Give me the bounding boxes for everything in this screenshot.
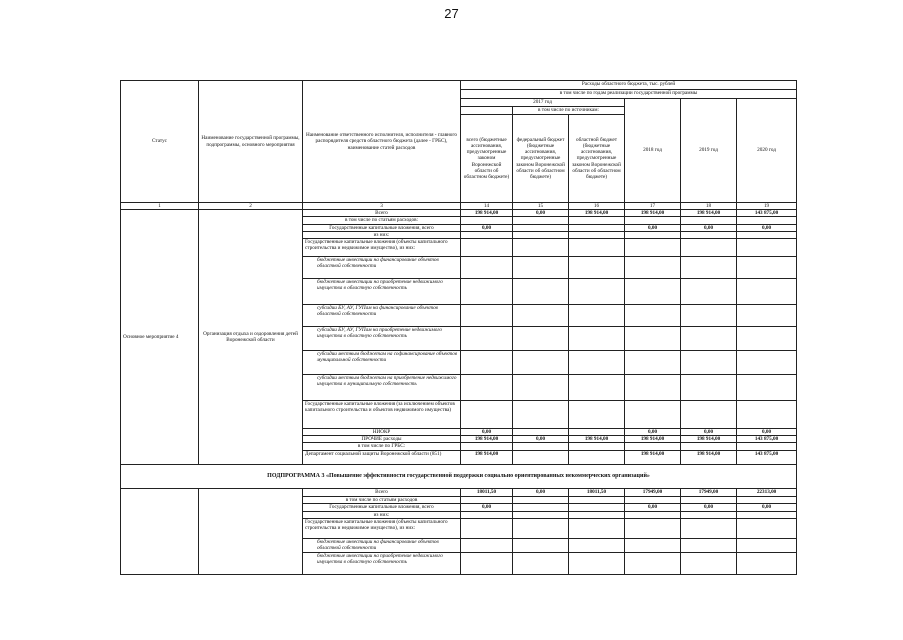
value-cell: 0,00 [681, 503, 737, 511]
value-cell [569, 539, 625, 553]
value-cell [513, 519, 569, 539]
value-cell [625, 239, 681, 257]
value-cell [461, 217, 513, 224]
value-cell: 0,00 [513, 210, 569, 217]
value-cell [681, 496, 737, 503]
row-label: субсидии БУ, АУ, ГУПам на финансирование объектов областной собственности [303, 305, 461, 327]
value-cell: 198 914,00 [625, 210, 681, 217]
value-cell [513, 257, 569, 279]
value-cell: 0,00 [681, 224, 737, 231]
value-cell [513, 401, 569, 429]
header-col-2018: 2018 год [625, 99, 681, 203]
value-cell [513, 443, 569, 450]
value-cell [569, 224, 625, 231]
value-cell: 143 875,00 [737, 210, 797, 217]
value-cell [513, 496, 569, 503]
value-cell [569, 519, 625, 539]
value-cell [461, 239, 513, 257]
value-cell [513, 217, 569, 224]
row-label: субсидии БУ, АУ, ГУПам на приобретение недвижимого имущества в областную собственность [303, 327, 461, 351]
value-cell [681, 553, 737, 575]
row-label: Всего [303, 488, 461, 496]
block-name [199, 488, 303, 574]
value-cell [625, 257, 681, 279]
header-by-years: в том числе по годам реализации государственной программы [461, 90, 797, 99]
value-cell [681, 231, 737, 238]
value-cell [461, 351, 513, 375]
colnum: 17 [625, 203, 681, 210]
value-cell [737, 496, 797, 503]
value-cell [681, 239, 737, 257]
value-cell [681, 539, 737, 553]
value-cell [513, 239, 569, 257]
value-cell [625, 351, 681, 375]
block-status [121, 488, 199, 574]
value-cell [625, 443, 681, 450]
value-cell [737, 511, 797, 518]
colnum: 15 [513, 203, 569, 210]
value-cell: 198 914,00 [681, 450, 737, 464]
value-cell [625, 279, 681, 305]
value-cell: 0,00 [737, 224, 797, 231]
value-cell [461, 231, 513, 238]
header-year-2017: 2017 год [461, 99, 625, 107]
colnum: 16 [569, 203, 625, 210]
value-cell: 18011,50 [569, 488, 625, 496]
value-cell [737, 375, 797, 401]
value-cell [625, 519, 681, 539]
block-status: Основное мероприятие 4 [121, 210, 199, 464]
value-cell [737, 257, 797, 279]
value-cell [737, 443, 797, 450]
row-label: в том числе по ГРБС: [303, 443, 461, 450]
colnum: 18 [681, 203, 737, 210]
header-col-2019: 2019 год [681, 99, 737, 203]
row-label: Департамент социальной защиты Воронежской области (851) [303, 450, 461, 464]
value-cell [513, 375, 569, 401]
value-cell [569, 511, 625, 518]
value-cell [569, 279, 625, 305]
value-cell [681, 511, 737, 518]
value-cell [681, 351, 737, 375]
subprogram-title: ПОДПРОГРАММА 3 «Повышение эффективности государственной поддержки социально ориентированных некоммерческих организаций» [121, 464, 797, 488]
value-cell: 198 914,00 [461, 450, 513, 464]
value-cell [625, 539, 681, 553]
value-cell [737, 401, 797, 429]
value-cell [461, 375, 513, 401]
value-cell: 0,00 [625, 224, 681, 231]
value-cell [737, 553, 797, 575]
value-cell: 22313,00 [737, 488, 797, 496]
header-executor: Наименование ответственного исполнителя, исполнителя - главного распорядителя средств областного бюджета (далее - ГРБС), наименование статей расходов [303, 81, 461, 203]
value-cell [569, 351, 625, 375]
header-col-regional: областной бюджет (бюджетные ассигнования, предусмотренные законом Воронежской области об областном бюджете) [569, 115, 625, 203]
value-cell [569, 450, 625, 464]
value-cell [569, 239, 625, 257]
row-label: бюджетные инвестиции на приобретение недвижимого имущества в областную собственность [303, 279, 461, 305]
row-label: из них: [303, 231, 461, 238]
value-cell: 0,00 [513, 436, 569, 443]
value-cell [737, 239, 797, 257]
value-cell: 198 914,00 [681, 436, 737, 443]
value-cell: 0,00 [681, 429, 737, 436]
value-cell [625, 217, 681, 224]
value-cell [681, 375, 737, 401]
table-row [121, 210, 797, 217]
value-cell [681, 217, 737, 224]
value-cell [569, 305, 625, 327]
value-cell [513, 553, 569, 575]
value-cell [513, 231, 569, 238]
table-row [121, 488, 797, 496]
colnum: 14 [461, 203, 513, 210]
value-cell [681, 279, 737, 305]
value-cell [461, 305, 513, 327]
value-cell [461, 519, 513, 539]
value-cell [569, 553, 625, 575]
value-cell: 17949,00 [681, 488, 737, 496]
value-cell [461, 511, 513, 518]
value-cell [681, 443, 737, 450]
colnum: 1 [121, 203, 199, 210]
value-cell [625, 375, 681, 401]
value-cell: 17949,00 [625, 488, 681, 496]
value-cell [737, 305, 797, 327]
value-cell [513, 503, 569, 511]
row-label: из них: [303, 511, 461, 518]
value-cell [569, 496, 625, 503]
row-label: бюджетные инвестиции на финансирование объектов областной собственности [303, 257, 461, 279]
row-label: ПРОЧИЕ расходы [303, 436, 461, 443]
value-cell [569, 401, 625, 429]
value-cell [461, 279, 513, 305]
value-cell [681, 305, 737, 327]
row-label: Государственные капитальные вложения, всего [303, 503, 461, 511]
value-cell: 0,00 [461, 429, 513, 436]
value-cell [737, 217, 797, 224]
value-cell [681, 519, 737, 539]
value-cell [461, 257, 513, 279]
budget-table [120, 80, 797, 575]
value-cell: 198 914,00 [681, 210, 737, 217]
row-label: Государственные капитальные вложения, всего [303, 224, 461, 231]
header-col-total: всего (бюджетные ассигнования, предусмотренные законом Воронежской области об областном бюджете) [461, 115, 513, 203]
value-cell [737, 539, 797, 553]
row-label: субсидии местным бюджетам на приобретение недвижимого имущества в муниципальную собственность [303, 375, 461, 401]
column-numbers-row [121, 203, 797, 210]
value-cell: 198 914,00 [625, 436, 681, 443]
value-cell [569, 257, 625, 279]
header-expenses-title: Расходы областного бюджета, тыс. рублей [461, 81, 797, 90]
value-cell [737, 231, 797, 238]
value-cell [513, 539, 569, 553]
row-label: Государственные капитальные вложения (объекты капитального строительства и недвижимое имущество), из них: [303, 239, 461, 257]
value-cell: 198 914,00 [569, 436, 625, 443]
row-label: Всего [303, 210, 461, 217]
value-cell [569, 429, 625, 436]
value-cell [513, 327, 569, 351]
value-cell [461, 443, 513, 450]
value-cell: 198 914,00 [461, 436, 513, 443]
value-cell [625, 401, 681, 429]
value-cell [569, 375, 625, 401]
value-cell [461, 496, 513, 503]
row-label: в том числе по статьям расходов: [303, 217, 461, 224]
value-cell: 0,00 [625, 429, 681, 436]
row-label: бюджетные инвестиции на финансирование объектов областной собственности [303, 539, 461, 553]
value-cell: 0,00 [461, 224, 513, 231]
value-cell [625, 553, 681, 575]
value-cell [569, 231, 625, 238]
value-cell [681, 257, 737, 279]
value-cell: 0,00 [625, 503, 681, 511]
value-cell [461, 327, 513, 351]
header-col-2020: 2020 год [737, 99, 797, 203]
value-cell: 143 875,00 [737, 450, 797, 464]
value-cell [513, 305, 569, 327]
page-number: 27 [444, 6, 459, 21]
row-label: Государственные капитальные вложения (за исключением объектов капитального строительства и объектов недвижимого имущества) [303, 401, 461, 429]
colnum: 3 [303, 203, 461, 210]
header-program-name: Наименование государственной программы, подпрограммы, основного мероприятия [199, 81, 303, 203]
value-cell: 198 914,00 [625, 450, 681, 464]
value-cell [569, 443, 625, 450]
value-cell [513, 511, 569, 518]
value-cell: 143 875,00 [737, 436, 797, 443]
value-cell [513, 224, 569, 231]
value-cell [569, 217, 625, 224]
value-cell [461, 539, 513, 553]
header-col-federal: федеральный бюджет (бюджетные ассигнования, предусмотренные законом Воронежской области об областном бюджете) [513, 115, 569, 203]
row-label: Государственные капитальные вложения (объекты капитального строительства и недвижимое имущество), из них: [303, 519, 461, 539]
value-cell [513, 279, 569, 305]
value-cell: 198 914,00 [569, 210, 625, 217]
value-cell [513, 429, 569, 436]
value-cell [737, 519, 797, 539]
subprogram-row [121, 464, 797, 488]
value-cell [737, 327, 797, 351]
value-cell [625, 327, 681, 351]
value-cell [737, 351, 797, 375]
value-cell: 0,00 [513, 488, 569, 496]
header-by-sources: в том числе по источникам: [513, 107, 625, 115]
value-cell: 0,00 [737, 503, 797, 511]
value-cell [569, 503, 625, 511]
value-cell [461, 553, 513, 575]
value-cell [513, 351, 569, 375]
value-cell [625, 511, 681, 518]
value-cell [681, 327, 737, 351]
colnum: 2 [199, 203, 303, 210]
value-cell [625, 496, 681, 503]
header-status: Статус [121, 81, 199, 203]
row-label: НИОКР [303, 429, 461, 436]
value-cell [513, 450, 569, 464]
row-label: в том числе по статьям расходов [303, 496, 461, 503]
value-cell [625, 305, 681, 327]
value-cell: 18011,50 [461, 488, 513, 496]
value-cell: 0,00 [461, 503, 513, 511]
row-label: субсидии местным бюджетам на софинансирование объектов муниципальной собственности [303, 351, 461, 375]
value-cell [681, 401, 737, 429]
value-cell [569, 327, 625, 351]
value-cell: 198 914,00 [461, 210, 513, 217]
value-cell [461, 401, 513, 429]
colnum: 19 [737, 203, 797, 210]
block-name: Организация отдыха и оздоровления детей Воронежской области [199, 210, 303, 464]
row-label: бюджетные инвестиции на приобретение недвижимого имущества в областную собственность [303, 553, 461, 575]
header-spacer [461, 107, 513, 115]
value-cell [737, 279, 797, 305]
value-cell: 0,00 [737, 429, 797, 436]
value-cell [625, 231, 681, 238]
